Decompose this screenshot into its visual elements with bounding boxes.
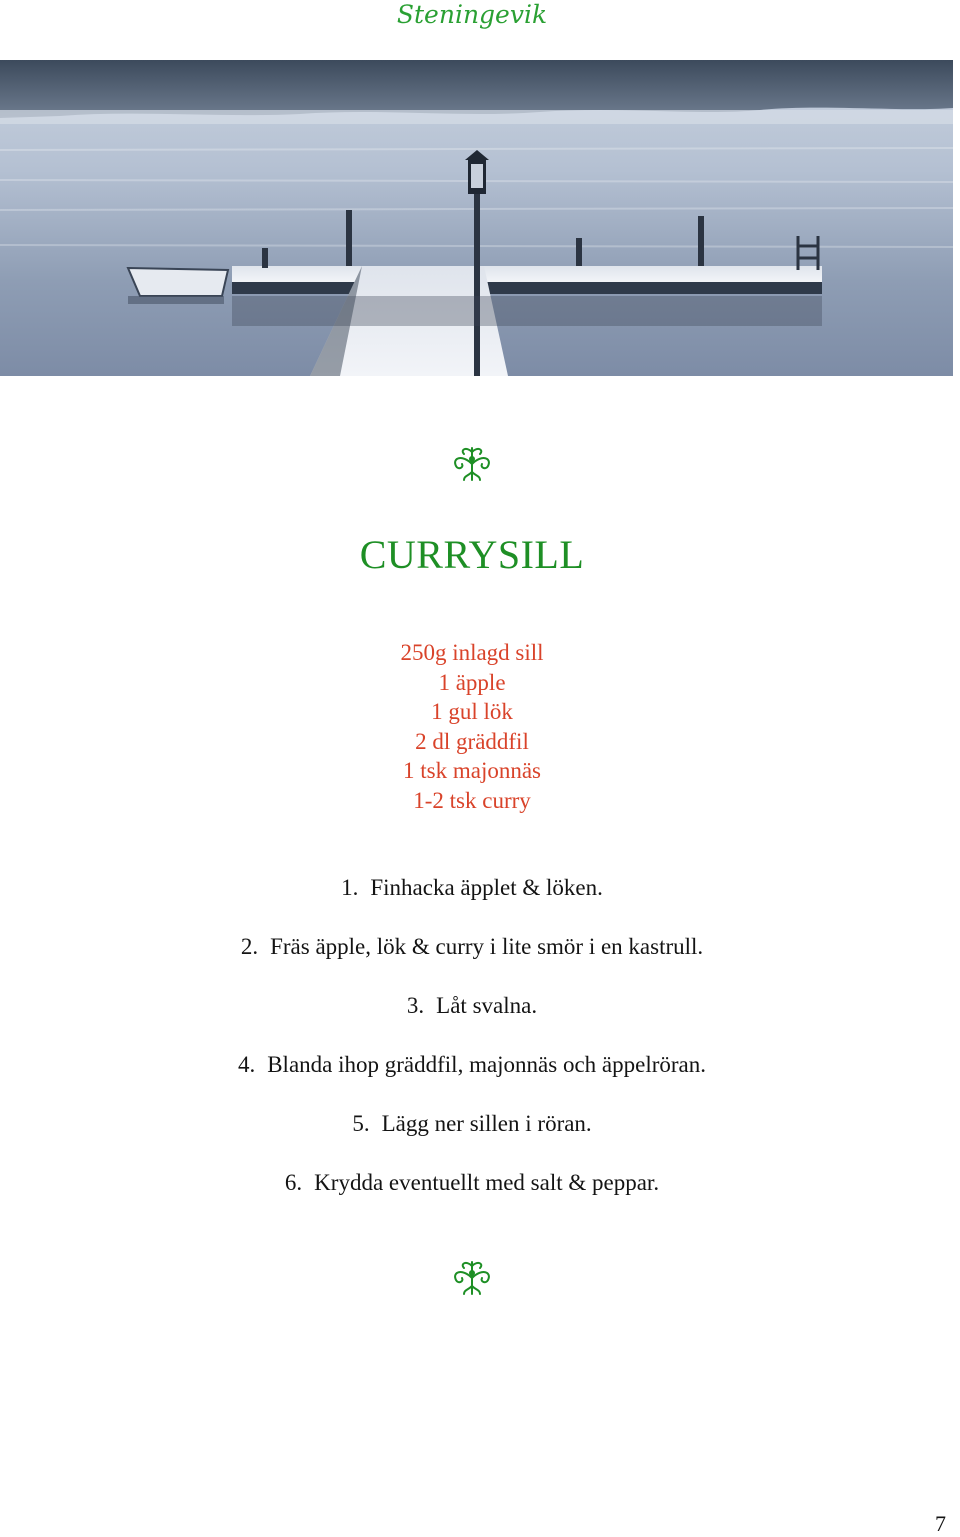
- step-number: 4.: [237, 1052, 256, 1077]
- ingredient-item: 2 dl gräddfil: [415, 728, 529, 754]
- ingredient-item: 1 äpple: [438, 669, 506, 695]
- fleuron-icon: [448, 1258, 496, 1298]
- step-text: Lägg ner sillen i röran.: [381, 1111, 592, 1136]
- ingredient-item: 1 tsk majonnäs: [403, 758, 541, 784]
- ingredient-item: 1 gul lök: [431, 699, 513, 725]
- instruction-list: [0, 872, 944, 1226]
- step-number: 3.: [406, 993, 425, 1018]
- step-number: 5.: [352, 1111, 370, 1136]
- instruction-step: [0, 1167, 944, 1226]
- step-text: Blanda ihop gräddfil, majonnäs och äppelröran.: [267, 1052, 707, 1077]
- step-text: Fräs äpple, lök & curry i lite smör i en kastrull.: [270, 934, 704, 959]
- instruction-step: [0, 931, 944, 990]
- step-number: 1.: [341, 875, 359, 900]
- instruction-step: [0, 1108, 944, 1167]
- running-header: Steningevik: [396, 0, 548, 29]
- step-text: Krydda eventuellt med salt & peppar.: [314, 1170, 660, 1195]
- ingredient-list: [0, 638, 944, 816]
- recipe-title: CURRYSILL: [359, 532, 585, 577]
- fleuron-icon: [448, 444, 496, 484]
- step-text: Finhacka äpplet & löken.: [370, 875, 603, 900]
- instruction-step: [0, 872, 944, 931]
- page-number: 7: [935, 1511, 946, 1536]
- step-text: Låt svalna.: [436, 993, 538, 1018]
- lake-jetty-photo: [0, 60, 953, 376]
- instruction-step: [0, 1049, 944, 1108]
- instruction-step: [0, 990, 944, 1049]
- ingredient-item: 1-2 tsk curry: [413, 787, 531, 813]
- step-number: 6.: [284, 1170, 303, 1195]
- ingredient-item: 250g inlagd sill: [400, 640, 544, 665]
- step-number: 2.: [240, 934, 259, 959]
